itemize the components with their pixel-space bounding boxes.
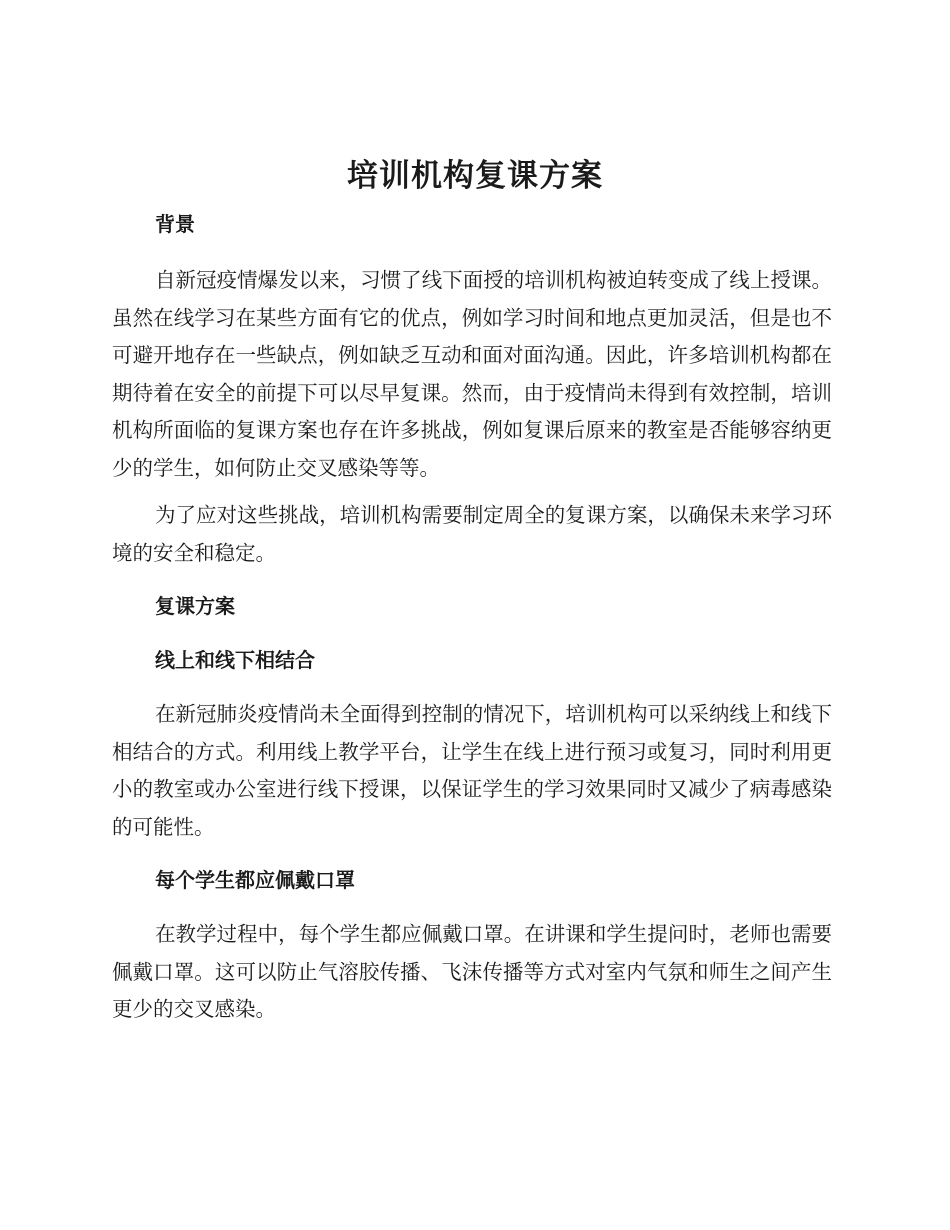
document-body	[112, 200, 832, 1029]
paragraph-hybrid: 在新冠肺炎疫情尚未全面得到控制的情况下，培训机构可以采纳线上和线下相结合的方式。利用线上教学平台，让学生在线上进行预习或复习，同时利用更小的教室或办公室进行线下授课，以保证学生的学习效果同时又减少了病毒感染的可能性。	[112, 702, 832, 839]
paragraph-background-2: 为了应对这些挑战，培训机构需要制定周全的复课方案，以确保未来学习环境的安全和稳定。	[112, 503, 832, 565]
subsection-heading-hybrid: 线上和线下相结合	[155, 648, 315, 672]
paragraph-mask: 在教学过程中，每个学生都应佩戴口罩。在讲课和学生提问时，老师也需要佩戴口罩。这可以防止气溶胶传播、飞沫传播等方式对室内气氛和师生之间产生更少的交叉感染。	[112, 922, 832, 1021]
section-heading-plan: 复课方案	[155, 594, 235, 618]
subsection-heading-mask: 每个学生都应佩戴口罩	[155, 868, 355, 892]
section-heading-background: 背景	[155, 212, 195, 236]
paragraph-background-1: 自新冠疫情爆发以来，习惯了线下面授的培训机构被迫转变成了线上授课。虽然在线学习在某些方面有它的优点，例如学习时间和地点更加灵活，但是也不可避开地存在一些缺点，例如缺乏互动和面对面沟通。因此，许多培训机构都在期待着在安全的前提下可以尽早复课。然而，由于疫情尚未得到有效控制，培训机构所面临的复课方案也存在许多挑战，例如复课后原来的教室是否能够容纳更少的学生，如何防止交叉感染等等。	[112, 268, 832, 480]
document-title: 培训机构复课方案	[347, 158, 603, 194]
